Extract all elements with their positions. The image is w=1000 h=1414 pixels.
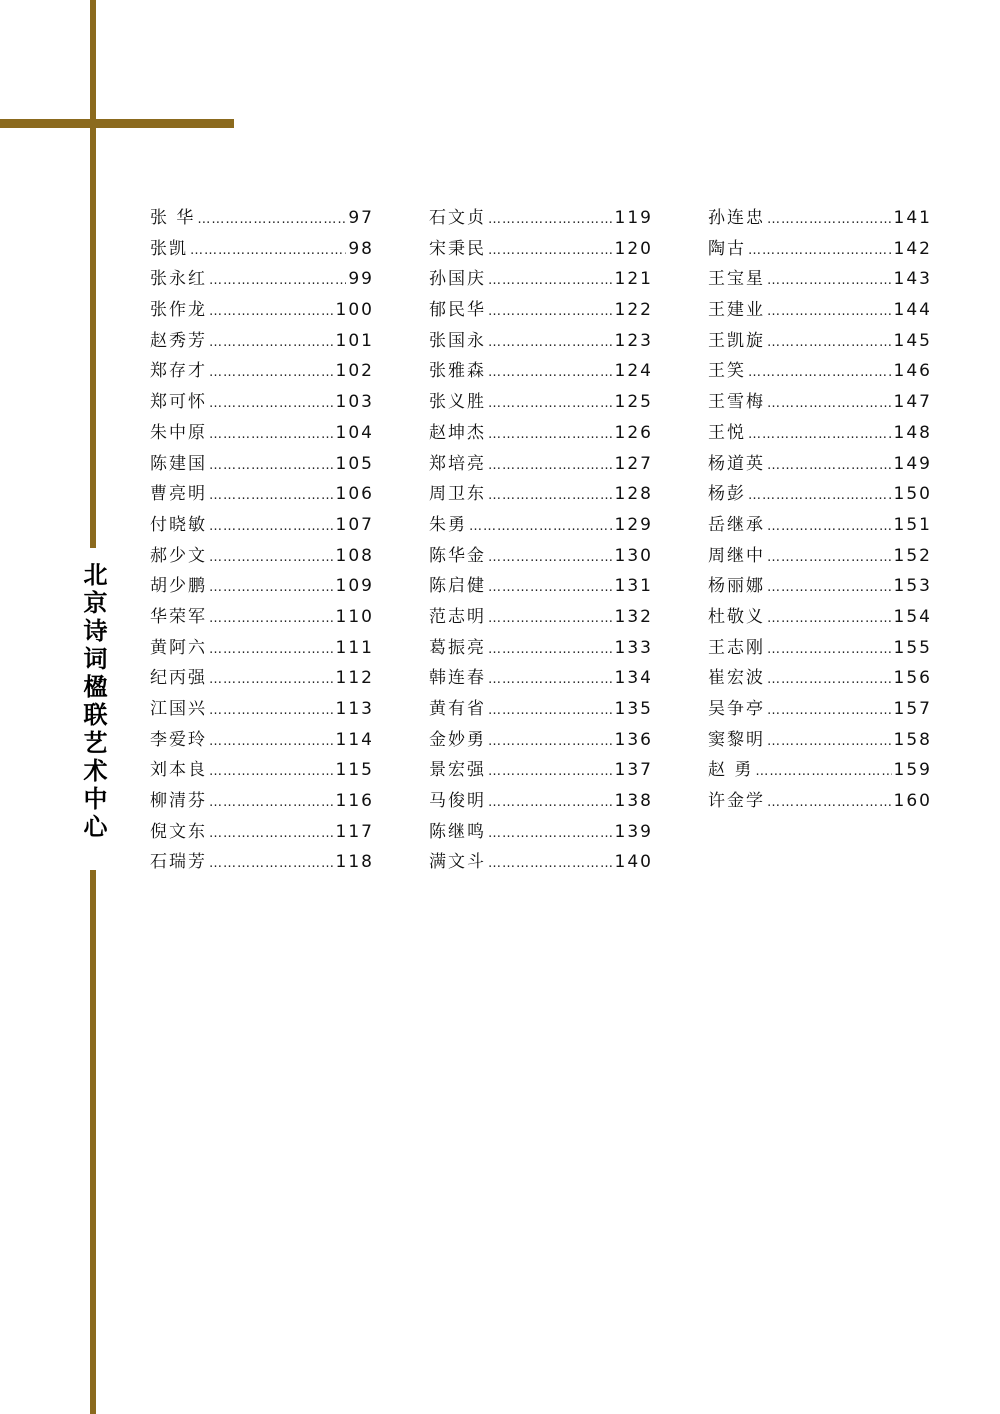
entry-page-number: 140	[614, 852, 653, 873]
entry-page-number: 148	[893, 422, 932, 443]
decorative-vertical-rule-bottom	[90, 870, 96, 1414]
entry-name: 杨彭	[708, 484, 746, 505]
toc-entry	[708, 264, 932, 295]
dot-leader	[488, 297, 613, 328]
dot-leader	[748, 420, 892, 451]
toc-entry	[150, 234, 374, 265]
entry-name: 范志明	[429, 606, 486, 627]
entry-page-number: 97	[348, 208, 374, 228]
dot-leader	[488, 328, 613, 359]
entry-page-number: 110	[335, 606, 374, 627]
entry-page-number: 152	[893, 545, 932, 566]
entry-page-number: 137	[614, 760, 653, 781]
dot-leader	[209, 635, 334, 666]
toc-entry	[429, 479, 653, 510]
entry-page-number: 126	[614, 422, 653, 443]
entry-page-number: 144	[893, 300, 932, 321]
toc-entry	[429, 571, 653, 602]
entry-page-number: 99	[348, 269, 374, 290]
dot-leader	[197, 205, 346, 236]
dot-leader	[209, 328, 334, 359]
dot-leader	[767, 788, 892, 819]
entry-page-number: 143	[893, 269, 932, 290]
dot-leader	[209, 696, 334, 727]
toc-entry	[708, 356, 932, 387]
entry-name: 赵坤杰	[429, 422, 486, 443]
dot-leader	[755, 757, 891, 788]
entry-name: 杨丽娜	[708, 576, 765, 597]
entry-page-number: 118	[335, 852, 374, 873]
toc-entry	[429, 203, 653, 234]
entry-page-number: 136	[614, 729, 653, 750]
dot-leader	[488, 635, 613, 666]
entry-name: 华荣军	[150, 606, 207, 627]
entry-page-number: 109	[335, 576, 374, 597]
entry-name: 黄阿六	[150, 637, 207, 658]
toc-entry	[708, 326, 932, 357]
entry-name: 胡少鹏	[150, 576, 207, 597]
entry-page-number: 159	[893, 760, 932, 781]
entry-name: 黄有省	[429, 699, 486, 719]
dot-leader	[767, 512, 892, 543]
entry-page-number: 141	[893, 208, 932, 228]
entry-name: 石文贞	[429, 208, 486, 228]
dot-leader	[488, 389, 613, 420]
entry-name: 陶古	[708, 238, 746, 259]
entry-name: 张 华	[150, 208, 196, 228]
entry-name: 王雪梅	[708, 392, 765, 413]
entry-page-number: 150	[893, 484, 932, 505]
dot-leader	[767, 297, 892, 328]
dot-leader	[488, 266, 613, 297]
toc-entry	[150, 663, 374, 694]
entry-page-number: 132	[614, 606, 653, 627]
entry-page-number: 114	[335, 729, 374, 750]
toc-entry	[150, 602, 374, 633]
dot-leader	[748, 358, 892, 389]
dot-leader	[488, 665, 613, 696]
dot-leader	[209, 788, 334, 819]
entry-page-number: 151	[893, 514, 932, 535]
decorative-vertical-rule-top	[90, 0, 96, 548]
dot-leader	[209, 297, 334, 328]
entry-name: 朱勇	[429, 514, 467, 535]
dot-leader	[209, 849, 334, 880]
entry-page-number: 157	[893, 699, 932, 719]
entry-name: 窦黎明	[708, 729, 765, 750]
toc-entry	[708, 602, 932, 633]
entry-name: 郑存才	[150, 361, 207, 382]
toc-entry	[150, 326, 374, 357]
entry-name: 张永红	[150, 269, 207, 290]
dot-leader	[488, 451, 613, 482]
entry-page-number: 105	[335, 453, 374, 474]
entry-page-number: 156	[893, 668, 932, 689]
dot-leader	[767, 328, 892, 359]
toc-entry	[429, 725, 653, 756]
entry-page-number: 106	[335, 484, 374, 505]
toc-entry	[150, 725, 374, 756]
entry-page-number: 139	[614, 821, 653, 842]
entry-name: 倪文东	[150, 821, 207, 842]
toc-entry	[429, 847, 653, 878]
entry-page-number: 98	[348, 238, 374, 259]
toc-entry	[708, 633, 932, 664]
entry-page-number: 120	[614, 238, 653, 259]
dot-leader	[209, 481, 334, 512]
toc-column-2	[429, 203, 653, 878]
entry-name: 陈继鸣	[429, 821, 486, 842]
entry-page-number: 102	[335, 361, 374, 382]
side-title: 北京诗词楹联艺术中心	[79, 562, 108, 842]
entry-page-number: 133	[614, 637, 653, 658]
entry-page-number: 127	[614, 453, 653, 474]
entry-page-number: 115	[335, 760, 374, 781]
toc-entry	[429, 602, 653, 633]
entry-name: 崔宏波	[708, 668, 765, 689]
toc-entry	[429, 694, 653, 725]
entry-page-number: 119	[614, 208, 653, 228]
dot-leader	[190, 236, 346, 267]
toc-entry	[708, 755, 932, 786]
dot-leader	[209, 757, 334, 788]
toc-entry	[708, 786, 932, 817]
toc-entry	[150, 479, 374, 510]
toc-entry	[429, 387, 653, 418]
entry-page-number: 149	[893, 453, 932, 474]
toc-entry	[708, 571, 932, 602]
dot-leader	[488, 205, 613, 236]
entry-page-number: 142	[893, 238, 932, 259]
entry-page-number: 123	[614, 330, 653, 351]
dot-leader	[488, 358, 613, 389]
toc-entry	[150, 847, 374, 878]
toc-entry	[708, 510, 932, 541]
entry-name: 满文斗	[429, 852, 486, 873]
toc-entry	[150, 387, 374, 418]
toc-entry	[429, 449, 653, 480]
dot-leader	[767, 266, 892, 297]
entry-page-number: 160	[893, 791, 932, 812]
toc-entry	[150, 264, 374, 295]
entry-name: 周继中	[708, 545, 765, 566]
dot-leader	[209, 543, 334, 574]
toc-entry	[150, 786, 374, 817]
entry-page-number: 101	[335, 330, 374, 351]
dot-leader	[488, 788, 613, 819]
entry-name: 王志刚	[708, 637, 765, 658]
entry-page-number: 138	[614, 791, 653, 812]
toc-entry	[708, 725, 932, 756]
entry-name: 王宝星	[708, 269, 765, 290]
toc-entry	[708, 663, 932, 694]
toc-entry	[150, 418, 374, 449]
dot-leader	[488, 727, 613, 758]
dot-leader	[209, 389, 334, 420]
entry-name: 张凯	[150, 238, 188, 259]
toc-entry	[150, 203, 374, 234]
toc-entry	[429, 817, 653, 848]
entry-name: 杨道英	[708, 453, 765, 474]
toc-entry	[429, 541, 653, 572]
entry-page-number: 155	[893, 637, 932, 658]
entry-name: 陈启健	[429, 576, 486, 597]
entry-page-number: 134	[614, 668, 653, 689]
toc-entry	[150, 510, 374, 541]
entry-page-number: 158	[893, 729, 932, 750]
toc-column-1	[150, 203, 374, 878]
entry-name: 杜敬义	[708, 606, 765, 627]
entry-name: 郁民华	[429, 300, 486, 321]
entry-page-number: 117	[335, 821, 374, 842]
dot-leader	[209, 420, 334, 451]
toc-entry	[708, 694, 932, 725]
entry-name: 郑可怀	[150, 392, 207, 413]
toc-entry	[708, 387, 932, 418]
toc-entry	[150, 356, 374, 387]
toc-entry	[150, 633, 374, 664]
entry-name: 曹亮明	[150, 484, 207, 505]
toc-entry	[429, 356, 653, 387]
dot-leader	[209, 604, 334, 635]
entry-page-number: 100	[335, 300, 374, 321]
entry-page-number: 147	[893, 392, 932, 413]
entry-name: 孙国庆	[429, 269, 486, 290]
toc-entry	[429, 326, 653, 357]
entry-page-number: 107	[335, 514, 374, 535]
dot-leader	[488, 420, 613, 451]
entry-name: 张义胜	[429, 392, 486, 413]
entry-page-number: 128	[614, 484, 653, 505]
dot-leader	[209, 819, 334, 850]
entry-page-number: 124	[614, 361, 653, 382]
dot-leader	[209, 266, 346, 297]
entry-page-number: 108	[335, 545, 374, 566]
entry-name: 王凯旋	[708, 330, 765, 351]
entry-page-number: 125	[614, 392, 653, 413]
dot-leader	[748, 236, 892, 267]
entry-name: 纪丙强	[150, 668, 207, 689]
entry-page-number: 135	[614, 699, 653, 719]
dot-leader	[488, 819, 613, 850]
dot-leader	[209, 573, 334, 604]
toc-entry	[708, 479, 932, 510]
toc-entry	[429, 295, 653, 326]
entry-name: 张雅森	[429, 361, 486, 382]
dot-leader	[209, 727, 334, 758]
decorative-horizontal-rule	[0, 119, 234, 128]
entry-name: 王悦	[708, 422, 746, 443]
toc-column-3	[708, 203, 932, 817]
entry-page-number: 145	[893, 330, 932, 351]
entry-page-number: 146	[893, 361, 932, 382]
entry-name: 张国永	[429, 330, 486, 351]
entry-page-number: 111	[335, 637, 374, 658]
toc-entry	[429, 663, 653, 694]
entry-name: 王笑	[708, 361, 746, 382]
entry-name: 柳清芬	[150, 791, 207, 812]
entry-name: 周卫东	[429, 484, 486, 505]
dot-leader	[767, 727, 892, 758]
toc-entry	[429, 510, 653, 541]
entry-page-number: 112	[335, 668, 374, 689]
entry-page-number: 116	[335, 791, 374, 812]
entry-name: 宋秉民	[429, 238, 486, 259]
entry-name: 江国兴	[150, 699, 207, 719]
toc-entry	[708, 541, 932, 572]
dot-leader	[209, 665, 334, 696]
entry-name: 石瑞芳	[150, 852, 207, 873]
toc-entry	[429, 633, 653, 664]
toc-entry	[708, 295, 932, 326]
toc-entry	[150, 541, 374, 572]
entry-name: 岳继承	[708, 514, 765, 535]
dot-leader	[767, 665, 892, 696]
entry-page-number: 154	[893, 606, 932, 627]
dot-leader	[767, 635, 892, 666]
entry-name: 陈建国	[150, 453, 207, 474]
dot-leader	[767, 543, 892, 574]
toc-entry	[429, 234, 653, 265]
entry-name: 许金学	[708, 791, 765, 812]
dot-leader	[767, 389, 892, 420]
dot-leader	[488, 604, 613, 635]
entry-name: 张作龙	[150, 300, 207, 321]
dot-leader	[209, 358, 334, 389]
dot-leader	[767, 604, 892, 635]
toc-entry	[708, 418, 932, 449]
entry-name: 郑培亮	[429, 453, 486, 474]
entry-page-number: 121	[614, 269, 653, 290]
entry-page-number: 131	[614, 576, 653, 597]
entry-page-number: 130	[614, 545, 653, 566]
entry-name: 韩连春	[429, 668, 486, 689]
entry-name: 付晓敏	[150, 514, 207, 535]
dot-leader	[488, 481, 613, 512]
dot-leader	[488, 543, 613, 574]
entry-name: 朱中原	[150, 422, 207, 443]
entry-name: 王建业	[708, 300, 765, 321]
entry-name: 葛振亮	[429, 637, 486, 658]
toc-entry	[429, 786, 653, 817]
entry-page-number: 153	[893, 576, 932, 597]
dot-leader	[488, 573, 613, 604]
entry-page-number: 122	[614, 300, 653, 321]
entry-name: 景宏强	[429, 760, 486, 781]
entry-name: 赵秀芳	[150, 330, 207, 351]
dot-leader	[748, 481, 892, 512]
entry-page-number: 129	[614, 514, 653, 535]
toc-entry	[429, 264, 653, 295]
dot-leader	[767, 451, 892, 482]
entry-page-number: 113	[335, 699, 374, 719]
toc-entry	[708, 449, 932, 480]
dot-leader	[488, 236, 613, 267]
dot-leader	[767, 573, 892, 604]
dot-leader	[469, 512, 613, 543]
dot-leader	[488, 849, 613, 880]
entry-name: 孙连忠	[708, 208, 765, 228]
entry-name: 马俊明	[429, 791, 486, 812]
toc-entry	[429, 418, 653, 449]
entry-name: 赵 勇	[708, 760, 754, 781]
dot-leader	[488, 696, 613, 727]
toc-entry	[708, 203, 932, 234]
entry-name: 郝少文	[150, 545, 207, 566]
dot-leader	[767, 696, 892, 727]
entry-page-number: 103	[335, 392, 374, 413]
toc-entry	[150, 295, 374, 326]
toc-entry	[150, 817, 374, 848]
entry-name: 刘本良	[150, 760, 207, 781]
dot-leader	[488, 757, 613, 788]
toc-entry	[429, 755, 653, 786]
dot-leader	[767, 205, 892, 236]
toc-entry	[150, 694, 374, 725]
toc-entry	[708, 234, 932, 265]
entry-name: 金妙勇	[429, 729, 486, 750]
entry-name: 吴争亭	[708, 699, 765, 719]
toc-entry	[150, 571, 374, 602]
dot-leader	[209, 512, 334, 543]
entry-name: 李爱玲	[150, 729, 207, 750]
entry-page-number: 104	[335, 422, 374, 443]
dot-leader	[209, 451, 334, 482]
entry-name: 陈华金	[429, 545, 486, 566]
toc-entry	[150, 449, 374, 480]
toc-entry	[150, 755, 374, 786]
